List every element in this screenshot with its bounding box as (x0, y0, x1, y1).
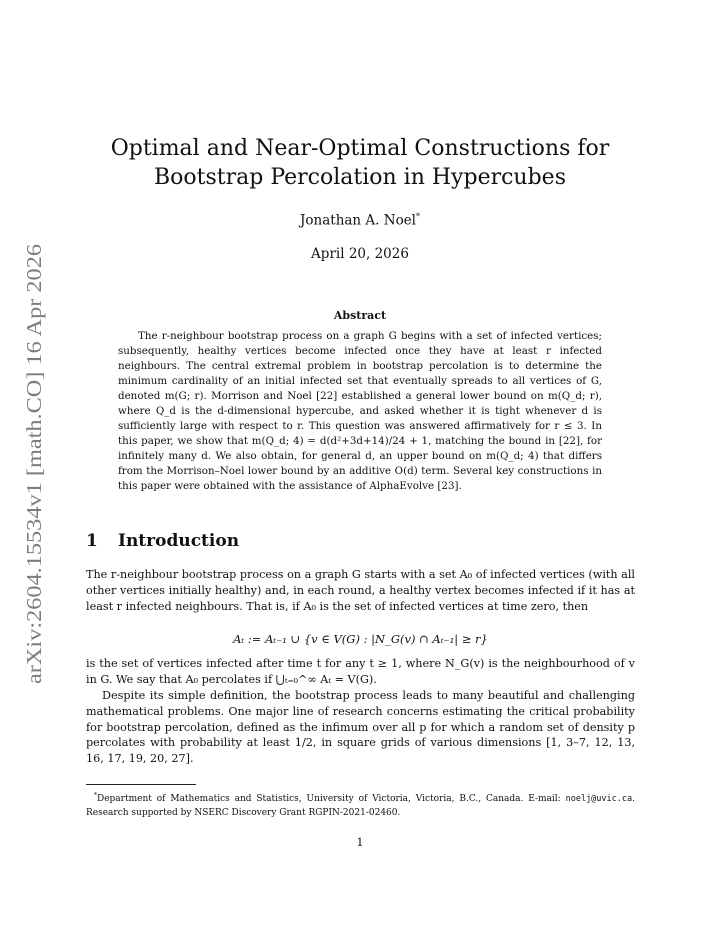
arxiv-identifier: arXiv:2604.15534v1 [math.CO] 16 Apr 2026 (22, 294, 46, 684)
intro-paragraph-3: Despite its simple definition, the bootstrap process leads to many beautiful and challenging mathematical problems. One major line of research concerns estimating the critical probability for bootstrap percolation, defined as the infimum over all p for which a random set of density p percolates with probability at least 1/2, in square grids of various dimensions [1, 3–7, 12, 13, 16, 17, 19, 20, 27]. (86, 689, 635, 766)
paper-title: Optimal and Near-Optimal Constructions for Bootstrap Percolation in Hypercubes (110, 136, 610, 190)
section-title: Introduction (118, 531, 240, 551)
footnote-affiliation: Department of Mathematics and Statistics, University of Victoria, Victoria, B.C., Canada. E-mail: (97, 794, 566, 804)
arxiv-stamp (19, 244, 47, 686)
page-number: 1 (356, 836, 364, 849)
display-equation: Aₜ := Aₜ₋₁ ∪ {v ∈ V(G) : |N_G(v) ∩ Aₜ₋₁| ≥ r} (233, 632, 488, 646)
footnote-email[interactable]: noelj@uvic.ca (565, 794, 633, 804)
section-number: 1 (86, 531, 98, 551)
author-footnote-mark: * (416, 212, 420, 221)
author-line (60, 212, 660, 229)
footnote-rule (86, 784, 196, 785)
footnote (86, 789, 635, 820)
author-name: Jonathan A. Noel (299, 212, 416, 229)
abstract-heading: Abstract (333, 309, 387, 322)
intro-paragraph-1: The r-neighbour bootstrap process on a graph G starts with a set A₀ of infected vertices (with all other vertices initially healthy) and, in each round, a healthy vertex becomes infected if it has at least r infected neighbours. That is, if A₀ is the set of infected vertices at time zero, then (86, 568, 635, 613)
abstract-text: The r-neighbour bootstrap process on a graph G begins with a set of infected vertices; subsequently, healthy vertices become infected once they have at least r infected neighbours. The central extremal problem in bootstrap percolation is to determine the minimum cardinality of an initial infected set that eventually spreads to all vertices of G, denoted m(G; r). Morrison and Noel [22] established a general lower bound on m(Q_d; r), where Q_d is the d-dimensional hypercube, and asked whether it is tight whenever d is sufficiently large with respect to r. This question was answered affirmatively for r ≤ 3. In this paper, we show that m(Q_d; 4) = d(d²+3d+14)/24 + 1, matching the bound in [22], for infinitely many d. We also obtain, for general d, an upper bound on m(Q_d; 4) that differs from the Morrison–Noel lower bound by an additive O(d) term. Several key constructions in this paper were obtained with the assistance of AlphaEvolve [23]. (118, 330, 602, 492)
paper-date: April 20, 2026 (311, 246, 409, 262)
footnote-funding: . Research supported by NSERC Discovery Grant RGPIN-2021-02460. (86, 794, 635, 818)
section-heading (86, 531, 239, 551)
intro-paragraph-2: is the set of vertices infected after time t for any t ≥ 1, where N_G(v) is the neighbourhood of v in G. We say that A₀ percolates if ⋃ₜ₌₀^∞ Aₜ = V(G). (86, 657, 635, 686)
footnote-mark: * (94, 792, 97, 799)
